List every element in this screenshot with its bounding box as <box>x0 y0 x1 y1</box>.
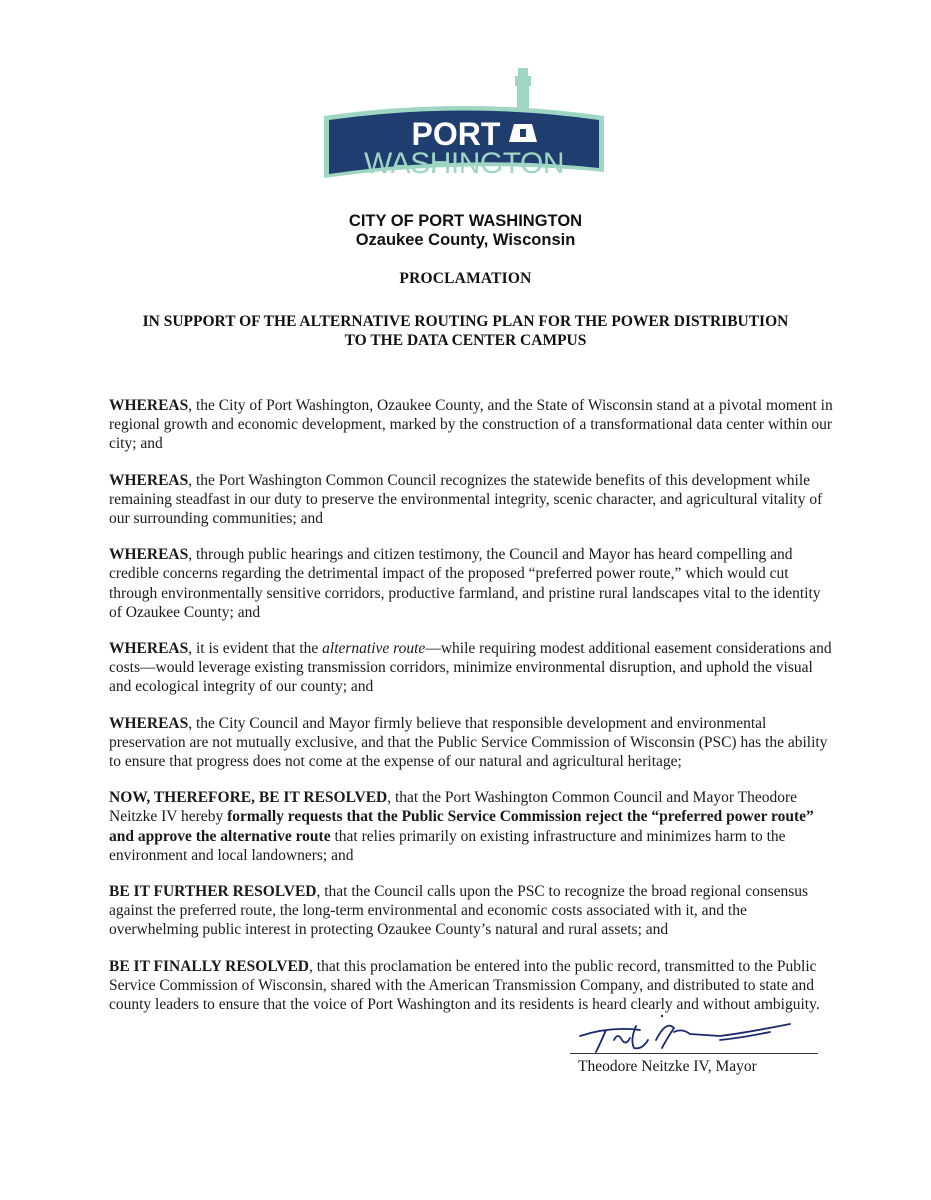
county-name: Ozaukee County, Wisconsin <box>355 231 576 249</box>
whereas-paragraph: WHEREAS, the City Council and Mayor firmly believe that responsible development and environmental preservation are not mutually exclusive, and that the Public Service Commission of Wisconsin (PSC) has the ability to ensure that progress does not come at the expense of our natural and agricultural heritage; <box>109 714 828 771</box>
document-type: PROCLAMATION <box>399 270 532 287</box>
whereas-paragraph: WHEREAS, it is evident that the alternative route—while requiring modest additional easement considerations and costs—would leverage existing transmission corridors, minimize environmental disruption, and uphold the visual and ecological integrity of our county; and <box>109 640 832 696</box>
logo-line3: WISCONSIN <box>435 178 493 187</box>
logo-line2: WASHINGTON <box>363 147 565 180</box>
finally-resolved-paragraph: BE IT FINALLY RESOLVED, that this proclamation be entered into the public record, transmitted to the Public Service Commission of Wisconsin, shared with the American Transmission Company, and distributed to state and county leaders to ensure that the voice of Port Washington and its residents is heard clearly and without ambiguity. <box>109 957 820 1014</box>
whereas-paragraph: WHEREAS, the City of Port Washington, Ozaukee County, and the State of Wisconsin stand at a pivotal moment in regional growth and economic development, marked by the construction of a transformational data center within our city; and <box>109 397 833 453</box>
further-resolved-paragraph: BE IT FURTHER RESOLVED, that the Council calls upon the PSC to recognize the broad regional consensus against the preferred route, the long-term environmental and economic costs associated with it, and the overwhelming public interest in protecting Ozaukee County’s natural and rural assets; and <box>109 883 809 939</box>
mayor-signature <box>570 1010 820 1058</box>
signatory-name: Theodore Neitzke IV, Mayor <box>578 1058 757 1075</box>
city-name: CITY OF PORT WASHINGTON <box>348 212 583 230</box>
proclamation-body <box>109 396 834 1031</box>
city-logo <box>318 66 610 200</box>
logo-line1: PORT <box>411 116 501 152</box>
whereas-paragraph: WHEREAS, through public hearings and citizen testimony, the Council and Mayor has heard compelling and credible concerns regarding the detrimental impact of the proposed “preferred power route,” which would cut through environmentally sensitive corridors, productive farmland, and pristine rural landscapes vital to the identity of Ozaukee County; and <box>109 546 821 621</box>
resolved-paragraph: NOW, THEREFORE, BE IT RESOLVED, that the Port Washington Common Council and Mayor Theodore Neitzke IV hereby formally requests that the Public Service Commission reject the “preferred power route” and approve the alternative route that relies primarily on existing infrastructure and minimizes harm to the environment and local landowners; and <box>109 789 814 864</box>
subject-line-2: TO THE DATA CENTER CAMPUS <box>344 332 587 349</box>
signature-line <box>570 1053 818 1054</box>
subject-line-1: IN SUPPORT OF THE ALTERNATIVE ROUTING PLAN FOR THE POWER DISTRIBUTION <box>142 313 789 330</box>
whereas-paragraph: WHEREAS, the Port Washington Common Council recognizes the statewide benefits of this development while remaining steadfast in our duty to preserve the environmental integrity, scenic character, and agricultural vitality of our surrounding communities; and <box>109 471 823 528</box>
